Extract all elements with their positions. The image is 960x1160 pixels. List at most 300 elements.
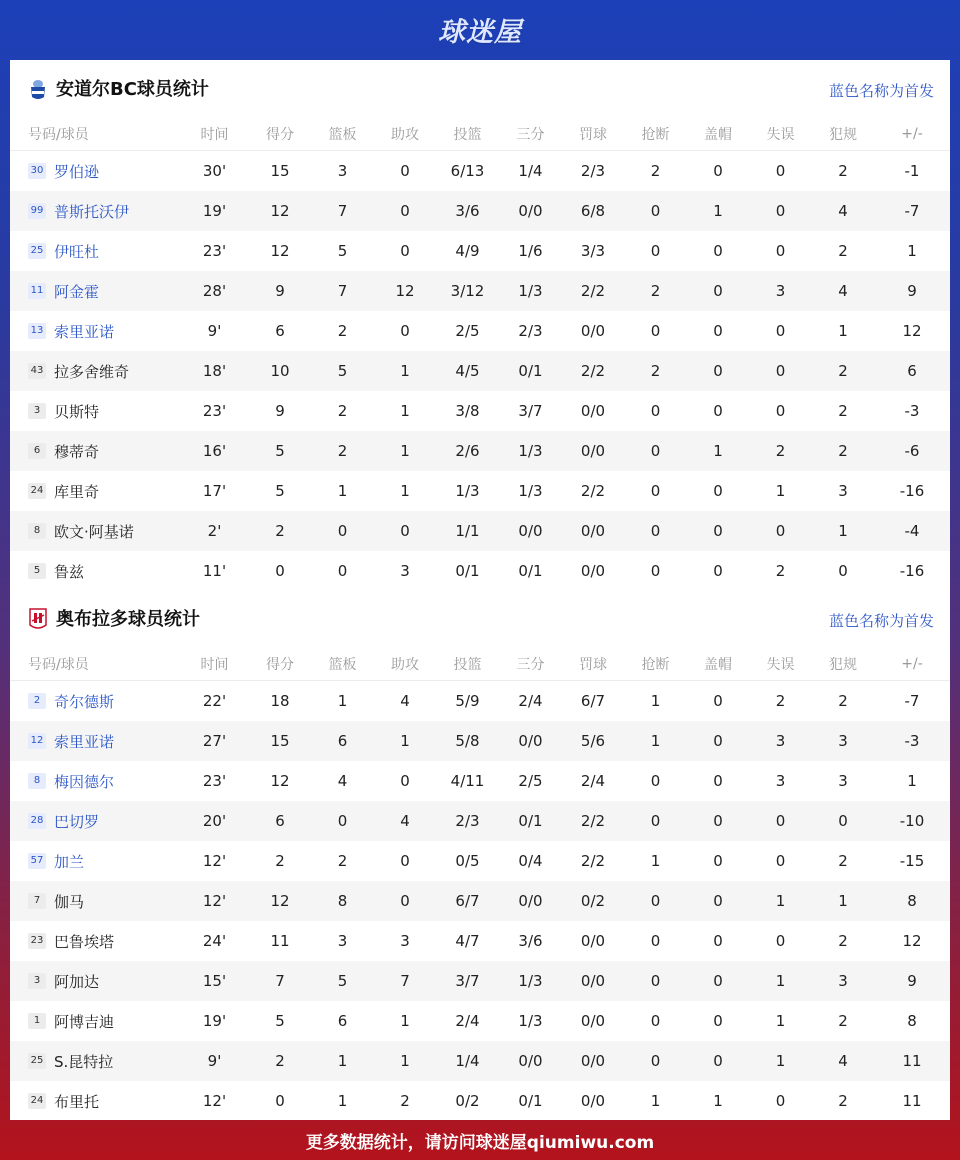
- stat-cell: 3/7: [436, 961, 499, 1001]
- team-badge-icon: [28, 77, 48, 101]
- stat-cell: 27': [180, 721, 249, 761]
- stat-cell: 0: [775, 852, 786, 870]
- stat-cell: 1: [749, 961, 812, 1001]
- stat-cell: 1/3: [455, 482, 480, 500]
- stat-cell: 5/8: [436, 721, 499, 761]
- stat-cell: 0/0: [499, 511, 562, 551]
- stat-cell: 4/11: [450, 772, 485, 790]
- stat-cell: 16': [180, 431, 249, 471]
- player-name[interactable]: 普斯托沃伊: [54, 202, 130, 221]
- table-row: [10, 921, 950, 961]
- stat-cell: 2/4: [518, 692, 543, 710]
- stat-cell: 1: [337, 1092, 348, 1110]
- stat-cell: 0: [838, 562, 848, 580]
- stat-cell: 2/3: [518, 322, 543, 340]
- player-name[interactable]: 索里亚诺: [54, 732, 115, 751]
- stat-cell: 2: [400, 1092, 410, 1110]
- table-header: [10, 648, 950, 681]
- stat-cell: 0: [775, 402, 786, 420]
- stat-cell: 3: [337, 162, 348, 180]
- stat-cell: 4/9: [455, 242, 480, 260]
- stat-cell: 0/2: [562, 881, 624, 921]
- stat-cell: 3: [838, 482, 848, 500]
- jersey-number-badge: 2: [28, 693, 46, 709]
- stat-cell: 8: [907, 1012, 917, 1030]
- table-row: [10, 351, 950, 391]
- stat-cell: 19': [180, 191, 249, 231]
- stat-cell: 2/2: [562, 271, 624, 311]
- player-cell: [10, 191, 180, 231]
- stat-cell: 1: [749, 881, 812, 921]
- player-cell: [10, 761, 180, 801]
- stat-cell: 24': [202, 932, 227, 950]
- column-header: 得分: [249, 648, 311, 681]
- stat-cell: 17': [202, 482, 227, 500]
- column-header: 篮板: [311, 648, 374, 681]
- stat-cell: 0: [374, 511, 436, 551]
- stat-cell: 0: [749, 351, 812, 391]
- stat-cell: 3/8: [455, 402, 480, 420]
- stat-cell: 20': [180, 801, 249, 841]
- stat-cell: 3: [812, 721, 874, 761]
- starter-legend: 蓝色名称为首发: [828, 82, 934, 100]
- player-name[interactable]: 索里亚诺: [54, 322, 115, 341]
- table-row: [10, 311, 950, 351]
- stat-cell: -7: [904, 692, 920, 710]
- player-cell: [10, 881, 180, 921]
- stat-cell: 0/0: [562, 511, 624, 551]
- stat-cell: 0: [624, 511, 687, 551]
- column-header: 得分: [249, 118, 311, 151]
- player-name[interactable]: 梅因德尔: [54, 772, 115, 791]
- jersey-number-badge: 25: [28, 1053, 46, 1069]
- stat-cell: 0: [374, 881, 436, 921]
- stat-cell: 0: [775, 322, 786, 340]
- stat-cell: 12': [180, 881, 249, 921]
- player-name[interactable]: 巴切罗: [54, 812, 100, 831]
- stat-cell: 3: [400, 562, 410, 580]
- stat-cell: 0: [624, 1041, 687, 1081]
- player-cell: [10, 801, 180, 841]
- player-name: 库里奇: [54, 482, 100, 501]
- stat-cell: 6: [874, 351, 950, 391]
- stat-cell: 2: [838, 402, 848, 420]
- stat-cell: 3/6: [518, 932, 543, 950]
- stat-cell: 2: [650, 162, 661, 180]
- stat-cell: 2: [311, 431, 374, 471]
- stat-cell: 0: [311, 801, 374, 841]
- stat-cell: 9: [249, 271, 311, 311]
- stat-cell: 6: [275, 322, 285, 340]
- column-header: 犯规: [812, 648, 874, 681]
- jersey-number-badge: 24: [28, 483, 46, 499]
- jersey-number-badge: 25: [28, 243, 46, 259]
- jersey-number-badge: 99: [28, 203, 46, 219]
- stat-cell: 5: [311, 351, 374, 391]
- stat-cell: 9: [275, 402, 285, 420]
- stat-cell: 0: [400, 852, 410, 870]
- stat-cell: 18': [180, 351, 249, 391]
- stat-cell: 0: [275, 562, 285, 580]
- stat-cell: 0: [812, 801, 874, 841]
- table-row: [10, 681, 950, 722]
- stat-cell: 4: [400, 692, 410, 710]
- player-name[interactable]: 加兰: [54, 852, 85, 871]
- column-header: 罚球: [562, 648, 624, 681]
- stat-cell: 0/0: [580, 1092, 606, 1110]
- stat-cell: 4/7: [455, 932, 480, 950]
- stat-cell: 0/0: [562, 1041, 624, 1081]
- stat-cell: 0/0: [499, 1041, 562, 1081]
- stat-cell: 5/6: [562, 721, 624, 761]
- jersey-number-badge: 13: [28, 323, 46, 339]
- stat-cell: 1: [812, 511, 874, 551]
- stat-cell: 0: [400, 242, 410, 260]
- player-name[interactable]: 伊旺杜: [54, 242, 100, 261]
- player-cell: [10, 1001, 180, 1041]
- team-badge-icon: [28, 607, 48, 631]
- table-row: [10, 191, 950, 231]
- player-name: 伽马: [54, 892, 85, 911]
- stat-cell: 1/6: [518, 242, 543, 260]
- stat-cell: 6/8: [562, 191, 624, 231]
- column-header: 失误: [749, 648, 812, 681]
- stat-cell: 5: [337, 242, 348, 260]
- stat-cell: 12: [902, 932, 922, 950]
- stat-cell: 2: [838, 1092, 848, 1110]
- stat-cell: 10: [249, 351, 311, 391]
- stat-cell: 2: [775, 562, 786, 580]
- player-name[interactable]: 阿金霍: [54, 282, 100, 301]
- stat-cell: 3/6: [436, 191, 499, 231]
- table-row: [10, 231, 950, 271]
- stat-cell: 2: [337, 402, 348, 420]
- column-header: 失误: [749, 118, 812, 151]
- stat-cell: 9: [874, 961, 950, 1001]
- column-header: 篮板: [311, 118, 374, 151]
- stat-cell: 1/3: [518, 1012, 543, 1030]
- stat-cell: 2: [337, 322, 348, 340]
- stat-cell: 0/1: [455, 562, 480, 580]
- player-name[interactable]: 奇尔德斯: [54, 692, 115, 711]
- stat-cell: 8: [311, 881, 374, 921]
- stat-cell: 2: [624, 271, 687, 311]
- stat-cell: 4: [374, 801, 436, 841]
- stat-cell: 2: [749, 431, 812, 471]
- stat-cell: -1: [904, 162, 920, 180]
- stat-cell: 0: [400, 162, 410, 180]
- stat-cell: 3: [812, 961, 874, 1001]
- stat-cell: 3: [400, 932, 410, 950]
- stat-cell: 1: [775, 1012, 786, 1030]
- stat-cell: 2/3: [580, 162, 606, 180]
- player-cell: [10, 681, 180, 722]
- stat-cell: 0: [650, 402, 661, 420]
- stat-cell: 0: [624, 191, 687, 231]
- stat-cell: 0: [650, 772, 661, 790]
- stat-cell: 0: [650, 562, 661, 580]
- stat-cell: 6: [249, 801, 311, 841]
- column-header: 号码/球员: [10, 118, 180, 151]
- stat-cell: 7: [249, 961, 311, 1001]
- stat-cell: 9': [180, 1041, 249, 1081]
- stat-cell: 4/5: [436, 351, 499, 391]
- table-row: [10, 841, 950, 881]
- stat-cell: 2: [838, 692, 848, 710]
- team-section-0: [10, 60, 950, 591]
- stat-cell: 6/7: [580, 692, 606, 710]
- stat-cell: 23': [202, 402, 227, 420]
- stat-cell: 19': [202, 1012, 227, 1030]
- stat-cell: 3/7: [518, 402, 543, 420]
- stat-cell: 1: [400, 1012, 410, 1030]
- stat-cell: 23': [202, 772, 227, 790]
- table-body: [10, 151, 950, 592]
- stat-cell: -10: [874, 801, 950, 841]
- stat-cell: 1: [400, 402, 410, 420]
- stat-cell: 3: [838, 772, 848, 790]
- jersey-number-badge: 43: [28, 363, 46, 379]
- stat-cell: -7: [874, 191, 950, 231]
- stat-cell: 0: [687, 271, 749, 311]
- stat-cell: 3/3: [580, 242, 606, 260]
- table-row: [10, 511, 950, 551]
- jersey-number-badge: 23: [28, 933, 46, 949]
- player-cell: [10, 151, 180, 192]
- stat-cell: 15: [249, 721, 311, 761]
- column-header: 三分: [499, 118, 562, 151]
- stat-cell: -4: [874, 511, 950, 551]
- brand-logo: 球迷屋: [438, 16, 522, 48]
- column-header: 犯规: [812, 118, 874, 151]
- stat-cell: 1: [374, 721, 436, 761]
- column-header: 罚球: [562, 118, 624, 151]
- stat-cell: 2: [275, 852, 285, 870]
- stat-cell: 0: [749, 191, 812, 231]
- stat-cell: 0/1: [499, 351, 562, 391]
- stat-cell: 6/7: [436, 881, 499, 921]
- stat-cell: 30': [202, 162, 227, 180]
- stat-cell: 12: [374, 271, 436, 311]
- stat-cell: 0/0: [499, 721, 562, 761]
- stat-cell: 1: [374, 431, 436, 471]
- stat-cell: 5: [275, 1012, 285, 1030]
- footer-text[interactable]: 更多数据统计，请访问球迷屋qiumiwu.com: [305, 1132, 655, 1153]
- stat-cell: 4: [812, 1041, 874, 1081]
- stat-cell: 3: [775, 772, 786, 790]
- player-stats-table: [10, 118, 950, 591]
- stat-cell: 0: [650, 242, 661, 260]
- player-cell: [10, 721, 180, 761]
- stat-cell: 0: [713, 562, 723, 580]
- stat-cell: 2: [775, 692, 786, 710]
- column-header: 助攻: [374, 648, 436, 681]
- stat-cell: 4: [812, 271, 874, 311]
- stat-cell: 0/0: [580, 322, 606, 340]
- table-row: [10, 761, 950, 801]
- stat-cell: 9': [207, 322, 222, 340]
- stat-cell: -3: [874, 721, 950, 761]
- stat-cell: 0: [713, 932, 723, 950]
- table-row: [10, 801, 950, 841]
- stat-cell: 0: [713, 242, 723, 260]
- stat-cell: 0: [713, 402, 723, 420]
- stat-cell: 0: [400, 322, 410, 340]
- stat-cell: 0: [624, 431, 687, 471]
- jersey-number-badge: 3: [28, 973, 46, 989]
- table-body: [10, 681, 950, 1122]
- stat-cell: 0: [713, 482, 723, 500]
- stat-cell: 1/4: [436, 1041, 499, 1081]
- stat-cell: 0: [713, 1012, 723, 1030]
- stat-cell: -16: [899, 482, 925, 500]
- stat-cell: 1: [838, 322, 848, 340]
- stat-cell: 1/3: [499, 271, 562, 311]
- stat-cell: 2/6: [436, 431, 499, 471]
- stat-cell: 0/0: [499, 191, 562, 231]
- stat-cell: 1/3: [499, 431, 562, 471]
- stat-cell: 0: [687, 961, 749, 1001]
- stat-cell: 0/2: [455, 1092, 480, 1110]
- stat-cell: 0: [687, 351, 749, 391]
- stat-cell: 7: [311, 271, 374, 311]
- table-row: [10, 1041, 950, 1081]
- stat-cell: 2/2: [580, 482, 606, 500]
- stat-cell: 12: [249, 191, 311, 231]
- table-row: [10, 551, 950, 591]
- stat-cell: -6: [874, 431, 950, 471]
- player-name: 巴鲁埃塔: [54, 932, 115, 951]
- jersey-number-badge: 7: [28, 893, 46, 909]
- stat-cell: 2/4: [580, 772, 606, 790]
- stat-cell: 5: [311, 961, 374, 1001]
- stat-cell: 0: [713, 162, 723, 180]
- stat-cell: 12: [902, 322, 922, 340]
- stat-cell: 3: [337, 932, 348, 950]
- stat-cell: 18: [270, 692, 290, 710]
- stat-cell: 2: [249, 511, 311, 551]
- stat-cell: -3: [904, 402, 920, 420]
- stat-cell: 2: [838, 932, 848, 950]
- stat-cell: 2/5: [518, 772, 543, 790]
- table-row: [10, 1081, 950, 1121]
- player-name[interactable]: 罗伯逊: [54, 162, 100, 181]
- column-header: +/-: [874, 648, 950, 681]
- stat-cell: 2: [624, 351, 687, 391]
- table-row: [10, 721, 950, 761]
- stat-cell: 0: [775, 162, 786, 180]
- jersey-number-badge: 8: [28, 773, 46, 789]
- team-header: [10, 590, 950, 648]
- table-row: [10, 1001, 950, 1041]
- player-name: 拉多舍维奇: [54, 362, 130, 381]
- stat-cell: 3: [749, 721, 812, 761]
- stat-cell: 1: [624, 721, 687, 761]
- stat-cell: 0: [713, 772, 723, 790]
- stat-cell: 1: [775, 482, 786, 500]
- stat-cell: 1: [907, 772, 917, 790]
- stat-cell: 1/1: [436, 511, 499, 551]
- stat-cell: 0/0: [580, 932, 606, 950]
- player-cell: [10, 231, 180, 271]
- stat-cell: 2: [812, 351, 874, 391]
- stat-cell: 0: [713, 852, 723, 870]
- stat-cell: 9: [874, 271, 950, 311]
- stat-cell: 2: [838, 852, 848, 870]
- jersey-number-badge: 8: [28, 523, 46, 539]
- jersey-number-badge: 30: [28, 163, 46, 179]
- stat-cell: 12': [202, 852, 227, 870]
- stat-cell: 0: [275, 1092, 285, 1110]
- stat-cell: 15': [180, 961, 249, 1001]
- stat-cell: 0: [713, 692, 723, 710]
- stat-cell: -15: [899, 852, 925, 870]
- stat-cell: 5/9: [455, 692, 480, 710]
- jersey-number-badge: 1: [28, 1013, 46, 1029]
- column-header: 投篮: [436, 118, 499, 151]
- stat-cell: 11: [902, 1092, 922, 1110]
- stat-cell: 22': [202, 692, 227, 710]
- player-name: 贝斯特: [54, 402, 100, 421]
- table-row: [10, 881, 950, 921]
- column-header: 时间: [180, 648, 249, 681]
- stat-cell: 0: [775, 1092, 786, 1110]
- player-cell: [10, 1081, 180, 1121]
- player-name: S.昆特拉: [54, 1052, 114, 1071]
- player-name: 欧文·阿基诺: [54, 522, 134, 541]
- stat-cell: 0: [400, 772, 410, 790]
- table-header: [10, 118, 950, 151]
- stat-cell: 0/0: [562, 961, 624, 1001]
- stat-cell: 0: [687, 881, 749, 921]
- jersey-number-badge: 3: [28, 403, 46, 419]
- stat-cell: 1: [687, 191, 749, 231]
- stat-cell: 1: [687, 431, 749, 471]
- player-name: 穆蒂奇: [54, 442, 100, 461]
- player-cell: [10, 921, 180, 961]
- stat-cell: 1: [374, 1041, 436, 1081]
- stat-cell: 8: [874, 881, 950, 921]
- stat-cell: 28': [180, 271, 249, 311]
- stat-cell: 0/0: [499, 881, 562, 921]
- player-cell: [10, 351, 180, 391]
- stat-cell: 0/1: [499, 801, 562, 841]
- player-name: 鲁兹: [54, 562, 85, 581]
- jersey-number-badge: 5: [28, 563, 46, 579]
- stat-cell: 2: [838, 242, 848, 260]
- stat-cell: 2': [180, 511, 249, 551]
- stat-cell: 2: [838, 1012, 848, 1030]
- stat-cell: 0: [687, 801, 749, 841]
- stat-cell: 0/4: [518, 852, 543, 870]
- player-cell: [10, 511, 180, 551]
- stat-cell: 0: [650, 932, 661, 950]
- column-header: 抢断: [624, 648, 687, 681]
- stat-cell: 23': [202, 242, 227, 260]
- stat-cell: 7: [311, 191, 374, 231]
- stat-cell: 12: [270, 242, 290, 260]
- stat-cell: 1/3: [499, 961, 562, 1001]
- stat-cell: 0: [775, 242, 786, 260]
- stat-cell: 0: [687, 1041, 749, 1081]
- stat-cell: 2/5: [455, 322, 480, 340]
- stat-cell: 0: [650, 482, 661, 500]
- stat-cell: 0/1: [518, 1092, 543, 1110]
- stat-cell: 4: [812, 191, 874, 231]
- stat-cell: 0: [337, 562, 348, 580]
- stat-cell: 0: [713, 322, 723, 340]
- player-cell: [10, 311, 180, 351]
